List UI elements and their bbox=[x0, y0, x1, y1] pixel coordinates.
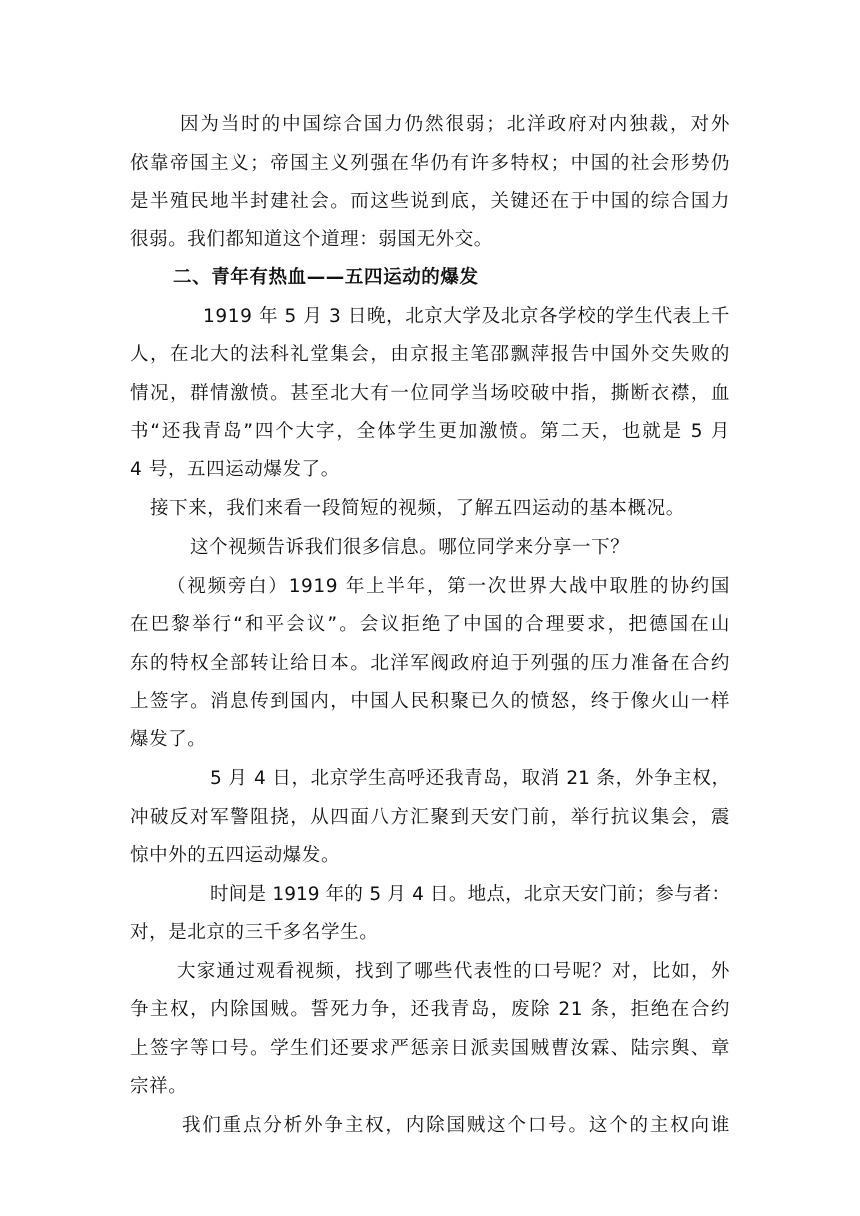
paragraph-5-line-2: 在巴黎举行“和平会议”。会议拒绝了中国的合理要求，把德国在山 bbox=[130, 614, 730, 635]
paragraph-8-line-4: 宗祥。 bbox=[130, 1076, 188, 1097]
paragraph-6-line-1: 5 月 4 日，北京学生高呼还我青岛，取消 21 条，外争主权， bbox=[210, 768, 730, 789]
paragraph-2-line-4: 书“还我青岛”四个大字，全体学生更加激愤。第二天，也就是 5 月 bbox=[130, 421, 730, 442]
paragraph-4-line-1: 这个视频告诉我们很多信息。哪位同学来分享一下？ bbox=[190, 537, 630, 558]
paragraph-1-line-1: 因为当时的中国综合国力仍然很弱；北洋政府对内独裁，对外 bbox=[180, 114, 730, 135]
paragraph-6-line-2: 冲破反对军警阻挠，从四面八方汇聚到天安门前，举行抗议集会，震 bbox=[130, 807, 730, 828]
paragraph-2-line-3: 情况，群情激愤。甚至北大有一位同学当场咬破中指，撕断衣襟，血 bbox=[130, 383, 730, 404]
paragraph-7-line-1: 时间是 1919 年的 5 月 4 日。地点，北京天安门前；参与者： bbox=[210, 884, 730, 905]
paragraph-6-line-3: 惊中外的五四运动爆发。 bbox=[130, 845, 341, 866]
section-heading: 二、青年有热血——五四运动的爆发 bbox=[173, 267, 479, 288]
paragraph-1-line-2: 依靠帝国主义；帝国主义列强在华仍有许多特权；中国的社会形势仍 bbox=[130, 153, 730, 174]
paragraph-2-line-5: 4 号，五四运动爆发了。 bbox=[130, 459, 340, 480]
paragraph-3-line-1: 接下来，我们来看一段简短的视频，了解五四运动的基本概况。 bbox=[150, 498, 685, 519]
paragraph-8-line-1: 大家通过观看视频，找到了哪些代表性的口号呢？对，比如，外 bbox=[177, 961, 730, 982]
paragraph-7-line-2: 对，是北京的三千多名学生。 bbox=[130, 922, 379, 943]
paragraph-2-line-1: 1919 年 5 月 3 日晚，北京大学及北京各学校的学生代表上千 bbox=[203, 306, 730, 327]
paragraph-8-line-2: 争主权，内除国贼。誓死力争，还我青岛，废除 21 条，拒绝在合约 bbox=[130, 999, 730, 1020]
paragraph-5-line-1: （视频旁白）1919 年上半年，第一次世界大战中取胜的协约国 bbox=[167, 576, 730, 597]
paragraph-5-line-3: 东的特权全部转让给日本。北洋军阀政府迫于列强的压力准备在合约 bbox=[130, 653, 730, 674]
paragraph-1-line-4: 很弱。我们都知道这个道理：弱国无外交。 bbox=[130, 229, 493, 250]
paragraph-5-line-4: 上签字。消息传到国内，中国人民积聚已久的愤怒，终于像火山一样 bbox=[130, 691, 730, 712]
paragraph-1-line-3: 是半殖民地半封建社会。而这些说到底，关键还在于中国的综合国力 bbox=[130, 191, 730, 212]
paragraph-2-line-2: 人，在北大的法科礼堂集会，由京报主笔邵飘萍报告中国外交失败的 bbox=[130, 344, 730, 365]
paragraph-9-line-1: 我们重点分析外争主权，内除国贼这个口号。这个的主权向谁 bbox=[182, 1115, 730, 1136]
paragraph-8-line-3: 上签字等口号。学生们还要求严惩亲日派卖国贼曹汝霖、陆宗舆、章 bbox=[130, 1038, 730, 1059]
paragraph-5-line-5: 爆发了。 bbox=[130, 729, 207, 750]
